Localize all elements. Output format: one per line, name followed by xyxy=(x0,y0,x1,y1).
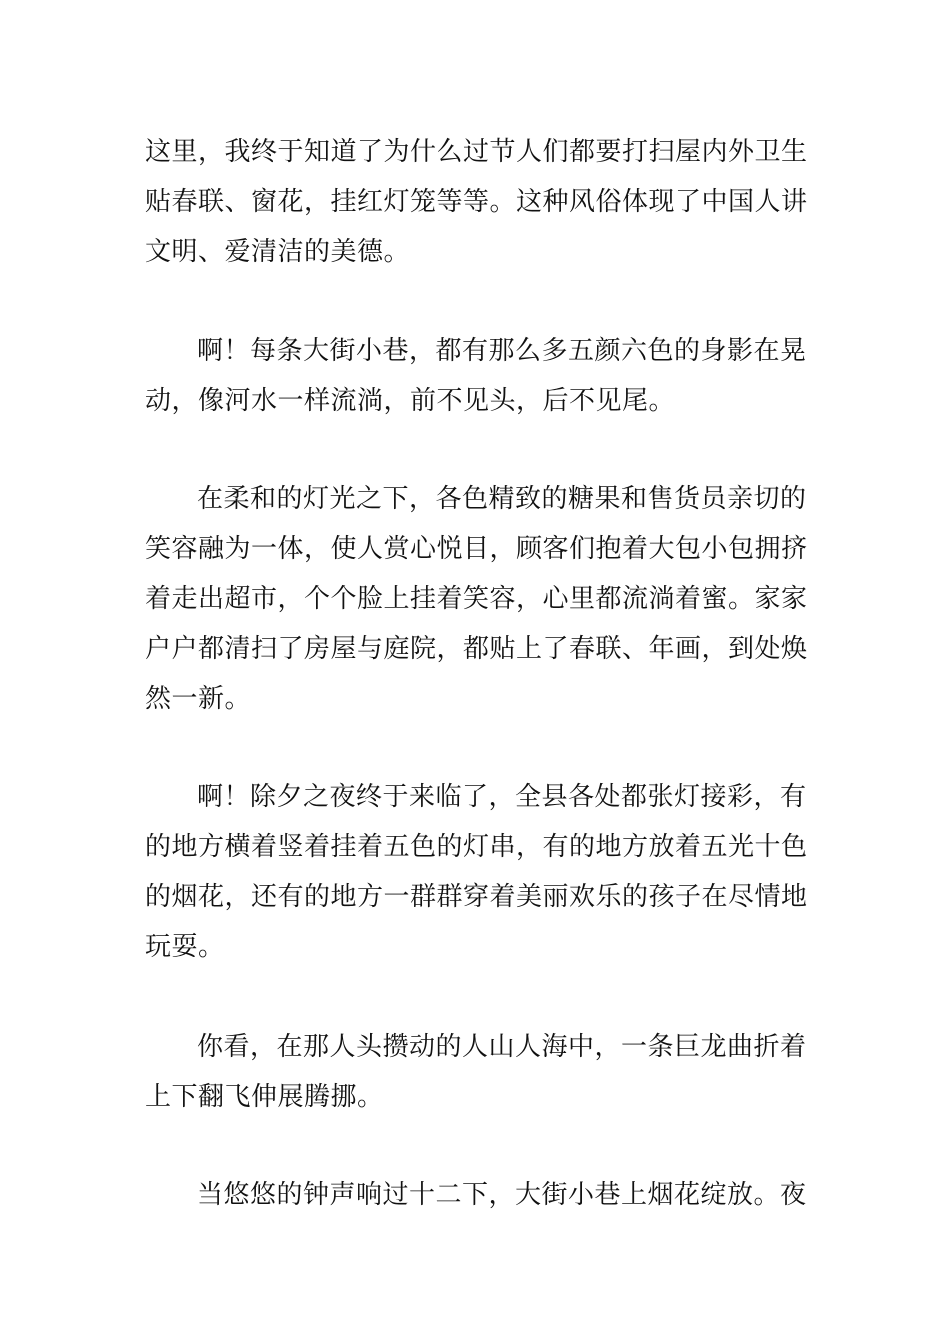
paragraph-line: 然一新。 xyxy=(145,684,252,714)
paragraph-line: 玩耍。 xyxy=(145,932,225,962)
paragraph-line: 贴春联、窗花，挂红灯笼等等。这种风俗体现了中国人讲 xyxy=(145,187,808,217)
paragraph-line: 动，像河水一样流淌，前不见头，后不见尾。 xyxy=(145,386,676,416)
paragraph-2 xyxy=(145,326,807,426)
paragraph-line: 这里，我终于知道了为什么过节人们都要打扫屋内外卫生 xyxy=(145,137,808,167)
paragraph-line: 着走出超市，个个脸上挂着笑容，心里都流淌着蜜。家家 xyxy=(145,584,808,614)
paragraph-line: 你看，在那人头攒动的人山人海中，一条巨龙曲折着 xyxy=(197,1032,807,1062)
paragraph-line: 的烟花，还有的地方一群群穿着美丽欢乐的孩子在尽情地 xyxy=(145,882,808,912)
paragraph-3 xyxy=(145,474,807,724)
paragraph-5 xyxy=(145,1022,807,1122)
paragraph-4 xyxy=(145,772,807,972)
paragraph-line: 啊！除夕之夜终于来临了，全县各处都张灯接彩，有 xyxy=(197,782,807,812)
paragraph-line: 在柔和的灯光之下，各色精致的糖果和售货员亲切的 xyxy=(197,484,807,514)
paragraph-line: 上下翻飞伸展腾挪。 xyxy=(145,1082,384,1112)
paragraph-line: 啊！每条大街小巷，都有那么多五颜六色的身影在晃 xyxy=(197,336,807,366)
paragraph-line: 文明、爱清洁的美德。 xyxy=(145,237,411,267)
paragraph-1 xyxy=(145,127,807,277)
paragraph-line: 笑容融为一体，使人赏心悦目，顾客们抱着大包小包拥挤 xyxy=(145,534,808,564)
paragraph-line: 当悠悠的钟声响过十二下，大街小巷上烟花绽放。夜 xyxy=(197,1180,807,1210)
paragraph-6 xyxy=(145,1170,807,1220)
paragraph-line: 的地方横着竖着挂着五色的灯串，有的地方放着五光十色 xyxy=(145,832,808,862)
paragraph-line: 户户都清扫了房屋与庭院，都贴上了春联、年画，到处焕 xyxy=(145,634,808,664)
